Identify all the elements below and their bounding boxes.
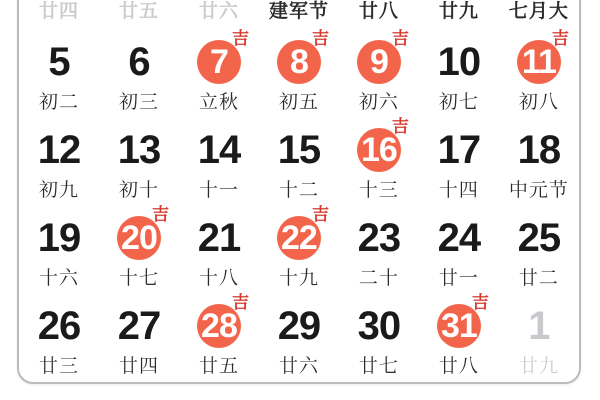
lunar-label: 初六: [358, 92, 399, 113]
day-cell[interactable]: [99, 202, 179, 290]
day-number-wrap: [436, 293, 489, 348]
calendar-weeks: [19, 26, 579, 378]
auspicious-badge: 吉: [391, 29, 409, 48]
day-number-wrap: [196, 29, 249, 84]
day-cell[interactable]: [339, 290, 419, 378]
day-cell[interactable]: [419, 202, 499, 290]
day-number: 23: [357, 216, 401, 260]
day-number: 28: [201, 307, 237, 345]
day-number-wrap: [436, 128, 482, 172]
day-number: 22: [281, 219, 317, 257]
header-cell: [499, 0, 579, 26]
day-number-wrap: [356, 117, 409, 172]
day-cell[interactable]: [99, 290, 179, 378]
day-cell[interactable]: [499, 290, 579, 378]
day-cell[interactable]: [499, 202, 579, 290]
day-number: 25: [517, 216, 561, 260]
partial-header-row: [19, 0, 579, 26]
week-row: [19, 26, 579, 114]
lunar-label: 廿八: [438, 356, 479, 377]
day-cell[interactable]: [339, 114, 419, 202]
lunar-label: 廿六: [278, 356, 319, 377]
lunar-label: 十三: [358, 180, 399, 201]
day-number: 14: [197, 128, 241, 172]
day-number-wrap: [516, 304, 562, 348]
day-number: 7: [209, 43, 228, 81]
week-row: [19, 114, 579, 202]
day-number: 24: [437, 216, 481, 260]
day-number-wrap: [116, 40, 162, 84]
lunar-label: 十一: [198, 180, 239, 201]
day-cell[interactable]: [99, 26, 179, 114]
day-number: 11: [521, 43, 556, 81]
header-cell: [19, 0, 99, 26]
header-lunar-label: 廿九: [438, 1, 479, 22]
day-number-wrap: [516, 216, 562, 260]
lunar-label: 十四: [438, 180, 479, 201]
day-number: 15: [277, 128, 321, 172]
day-number: 27: [117, 304, 161, 348]
day-cell[interactable]: [179, 202, 259, 290]
day-number-wrap: [356, 29, 409, 84]
day-number-wrap: [356, 216, 402, 260]
auspicious-badge: 吉: [151, 205, 169, 224]
day-cell[interactable]: [499, 114, 579, 202]
day-number-wrap: [436, 40, 482, 84]
day-number: 29: [277, 304, 321, 348]
lunar-label: 初二: [38, 92, 79, 113]
day-number: 19: [37, 216, 81, 260]
lunar-label: 初十: [118, 180, 159, 201]
calendar-card: [17, 0, 581, 384]
day-cell[interactable]: [419, 290, 499, 378]
day-cell[interactable]: [19, 202, 99, 290]
day-number-wrap: [516, 128, 562, 172]
header-cell: [339, 0, 419, 26]
day-number: 1: [528, 304, 550, 348]
day-number: 17: [437, 128, 481, 172]
header-lunar-label: 建军节: [268, 1, 329, 22]
header-lunar-label: 廿六: [198, 1, 239, 22]
day-number: 31: [440, 307, 477, 345]
day-number: 12: [37, 128, 81, 172]
day-number: 21: [197, 216, 241, 260]
day-number: 20: [121, 219, 157, 257]
lunar-label: 初九: [38, 180, 79, 201]
day-cell[interactable]: [99, 114, 179, 202]
day-number: 10: [437, 40, 481, 84]
day-number-wrap: [436, 216, 482, 260]
day-number-wrap: [196, 216, 242, 260]
day-number-wrap: [276, 128, 322, 172]
lunar-label: 廿二: [518, 268, 559, 289]
lunar-label: 初三: [118, 92, 159, 113]
header-cell: [419, 0, 499, 26]
lunar-label: 立秋: [198, 92, 239, 113]
day-number-wrap: [36, 128, 82, 172]
day-number-wrap: [116, 205, 169, 260]
auspicious-badge: 吉: [231, 293, 249, 312]
lunar-label: 廿九: [518, 356, 559, 377]
header-cell: [259, 0, 339, 26]
day-cell[interactable]: [339, 26, 419, 114]
day-cell[interactable]: [19, 26, 99, 114]
lunar-label: 初七: [438, 92, 479, 113]
auspicious-badge: 吉: [231, 29, 249, 48]
day-number-wrap: [276, 304, 322, 348]
day-number-wrap: [196, 128, 242, 172]
lunar-label: 中元节: [508, 180, 569, 201]
header-lunar-label: 廿八: [358, 1, 399, 22]
day-cell[interactable]: [259, 202, 339, 290]
header-lunar-label: 七月大: [508, 1, 569, 22]
lunar-label: 十六: [38, 268, 79, 289]
day-number: 8: [289, 43, 308, 81]
day-number: 13: [117, 128, 161, 172]
day-number-wrap: [116, 128, 162, 172]
lunar-label: 十二: [278, 180, 319, 201]
day-number-wrap: [356, 304, 402, 348]
day-cell[interactable]: [499, 26, 579, 114]
lunar-label: 初五: [278, 92, 319, 113]
day-number-wrap: [116, 304, 162, 348]
day-cell[interactable]: [19, 114, 99, 202]
header-cell: [99, 0, 179, 26]
auspicious-badge: 吉: [471, 293, 489, 312]
day-number: 30: [357, 304, 401, 348]
day-number: 5: [48, 40, 70, 84]
day-cell[interactable]: [179, 290, 259, 378]
day-cell[interactable]: [179, 114, 259, 202]
lunar-label: 廿五: [198, 356, 239, 377]
day-number-wrap: [516, 29, 569, 84]
header-lunar-label: 廿四: [38, 1, 79, 22]
lunar-label: 初八: [518, 92, 559, 113]
day-number: 18: [517, 128, 561, 172]
day-cell[interactable]: [339, 202, 419, 290]
lunar-label: 十八: [198, 268, 239, 289]
day-cell[interactable]: [259, 290, 339, 378]
lunar-label: 廿一: [438, 268, 479, 289]
auspicious-badge: 吉: [311, 29, 329, 48]
week-row: [19, 202, 579, 290]
day-cell[interactable]: [259, 26, 339, 114]
lunar-label: 廿七: [358, 356, 399, 377]
day-number: 9: [369, 43, 388, 81]
day-cell[interactable]: [419, 114, 499, 202]
day-number-wrap: [36, 40, 82, 84]
day-cell[interactable]: [259, 114, 339, 202]
day-number-wrap: [276, 29, 329, 84]
auspicious-badge: 吉: [311, 205, 329, 224]
lunar-label: 二十: [358, 268, 399, 289]
day-number-wrap: [276, 205, 329, 260]
week-row: [19, 290, 579, 378]
day-cell[interactable]: [19, 290, 99, 378]
day-number-wrap: [196, 293, 249, 348]
day-number: 16: [361, 131, 397, 169]
header-cell: [179, 0, 259, 26]
header-lunar-label: 廿五: [118, 1, 159, 22]
day-cell[interactable]: [419, 26, 499, 114]
day-number: 6: [128, 40, 150, 84]
lunar-label: 十九: [278, 268, 319, 289]
lunar-label: 廿三: [38, 356, 79, 377]
auspicious-badge: 吉: [391, 117, 409, 136]
day-number: 26: [37, 304, 81, 348]
day-number-wrap: [36, 304, 82, 348]
auspicious-badge: 吉: [551, 29, 569, 48]
day-number-wrap: [36, 216, 82, 260]
lunar-label: 十七: [118, 268, 159, 289]
lunar-label: 廿四: [118, 356, 159, 377]
day-cell[interactable]: [179, 26, 259, 114]
